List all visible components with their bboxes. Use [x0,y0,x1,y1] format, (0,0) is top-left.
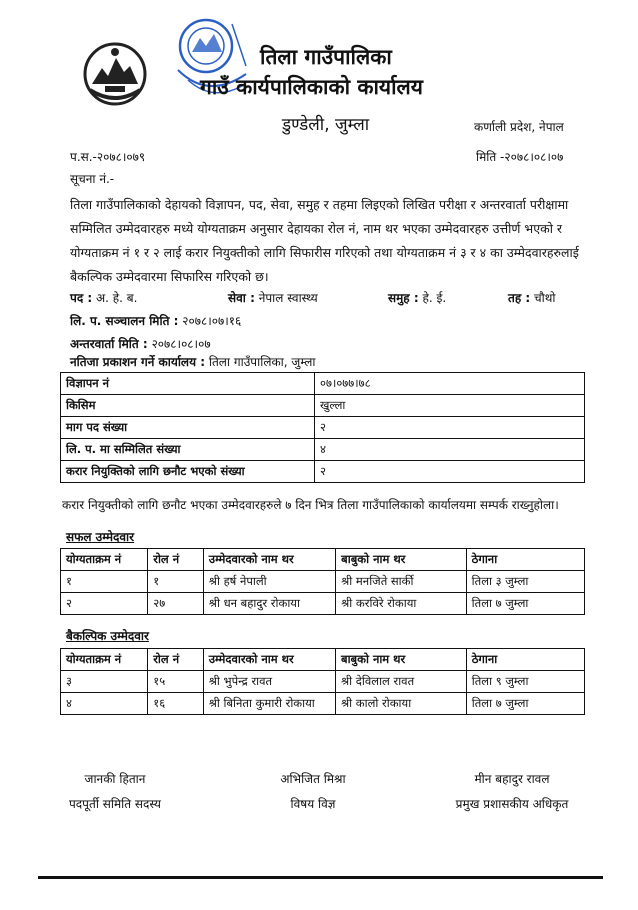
successful-candidates-table [60,548,585,615]
column-header: ठेगाना [466,549,584,571]
interview-date: अन्तरवार्ता मिति : २०७८।०८।०७ [70,337,211,351]
table-cell: १ [61,571,148,593]
table-cell: श्री करविरे रोकाया [336,593,467,615]
column-header: रोल नं [148,549,204,571]
table-cell: श्री हर्ष नेपाली [203,571,335,593]
column-header: उम्मेदवारको नाम थर [203,649,335,671]
info-label: किसिम [61,395,315,417]
signatory-name: अभिजित मिश्रा [280,772,346,786]
info-row [61,461,585,483]
table-cell: २ [61,593,148,615]
table-cell: श्री बिनिता कुमारी रोकाया [203,693,335,715]
table-cell: तिला ७ जुम्ला [466,593,584,615]
signatory-role: विषय विज्ञ [290,797,336,811]
signatory-role: प्रमुख प्रशासकीय अधिकृत [455,797,569,811]
post-field: पद : अ. हे. ब. [70,291,138,305]
table-row [61,593,585,615]
column-header: योग्यताक्रम नं [61,549,148,571]
notice-paragraph: तिला गाउँपालिकाको देहायको विज्ञापन, पद, सेवा, समुह र तहमा लिइएको लिखित परीक्षा र अन्तरवार्ता परीक्षामा सम्मिलित उम्मेदवारहरु मध्ये योग्यताक्रम अनुसार देहायका रोल नं, नाम थर भएका उम्मेदवारहरु उत्तीर्ण भएको र योग्यताक्रम नं १ र २ लाई करार नियुक्तीको लागि सिफारीस गरिएको तथा योग्यताक्रम नं ३ र ४ का उम्मेदवारहरुलाई बैकल्पिक उम्मेदवारमा सिफारिस गरिएको छ। [70,197,579,284]
office-title: गाउँ कार्यपालिकाको कार्यालय [200,75,423,99]
alternative-section-title: बैकल्पिक उम्मेदवार [66,629,149,643]
info-row [61,439,585,461]
info-row [61,373,585,395]
info-label: माग पद संख्या [61,417,315,439]
vacancy-info-table [60,372,585,483]
table-cell: १६ [148,693,204,715]
group-field: समुह : हे. ई. [388,291,447,305]
table-row [61,571,585,593]
table-cell: ३ [61,671,148,693]
info-row [61,395,585,417]
signatory-name: जानकी हितान [84,772,146,786]
government-emblem-icon [80,38,150,110]
alternative-candidates-table [60,648,585,715]
table-row [61,693,585,715]
info-value: २ [315,461,585,483]
level-field: तह : चौथो [508,291,556,305]
footer-divider [38,876,603,879]
successful-section-title: सफल उम्मेदवार [66,530,135,544]
table-cell: १ [148,571,204,593]
table-cell: १५ [148,671,204,693]
table-cell: श्री भुपेन्द्र रावत [203,671,335,693]
table-cell: श्री कालो रोकाया [336,693,467,715]
info-value: ०७।०७७।७८ [315,373,585,395]
column-header: बाबुको नाम थर [336,649,467,671]
table-cell: तिला ७ जुम्ला [466,693,584,715]
letter-date: मिति -२०७८।०८।०७ [476,150,564,164]
service-field: सेवा : नेपाल स्वास्थ्य [228,291,318,305]
table-cell: श्री देविलाल रावत [336,671,467,693]
info-label: लि. प. मा सम्मिलित संख्या [61,439,315,461]
signatory-name: मीन बहादुर रावल [474,772,550,786]
signature-block-2 [248,770,378,812]
contact-note: करार नियुक्तीको लागि छनौट भएका उम्मेदवारहरुले ७ दिन भित्र तिला गाउँपालिकाको कार्यालयमा सम्पर्क राख्नुहोला। [62,498,559,512]
notice-number: सूचना नं.- [70,172,115,186]
written-exam-date: लि. प. सञ्चालन मिति : २०७८।०७।१६ [70,314,242,328]
municipality-title: तिला गाउँपालिका [260,45,392,69]
signature-block-1 [50,770,180,812]
signatory-role: पदपूर्ती समिति सदस्य [68,797,162,811]
info-value: खुल्ला [315,395,585,417]
table-cell: श्री मनजिते सार्की [336,571,467,593]
table-header-row [61,649,585,671]
province-label: कर्णाली प्रदेश, नेपाल [474,120,564,134]
result-office: नतिजा प्रकाशन गर्ने कार्यालय : तिला गाउँपालिका, जुम्ला [70,355,316,369]
column-header: ठेगाना [466,649,584,671]
info-row [61,417,585,439]
info-value: ४ [315,439,585,461]
table-cell: २७ [148,593,204,615]
office-address: डुण्डेली, जुम्ला [282,115,370,135]
table-cell: तिला ९ जुम्ला [466,671,584,693]
column-header: योग्यताक्रम नं [61,649,148,671]
signature-block-3 [432,770,592,812]
info-label: करार नियुक्तिको लागि छनौट भएको संख्या [61,461,315,483]
table-header-row [61,549,585,571]
column-header: उम्मेदवारको नाम थर [203,549,335,571]
table-cell: श्री धन बहादुर रोकाया [203,593,335,615]
table-row [61,671,585,693]
info-label: विज्ञापन नं [61,373,315,395]
column-header: रोल नं [148,649,204,671]
table-cell: ४ [61,693,148,715]
column-header: बाबुको नाम थर [336,549,467,571]
table-cell: तिला ३ जुम्ला [466,571,584,593]
info-value: २ [315,417,585,439]
letter-number: प.स.-२०७८।०७९ [70,150,146,164]
